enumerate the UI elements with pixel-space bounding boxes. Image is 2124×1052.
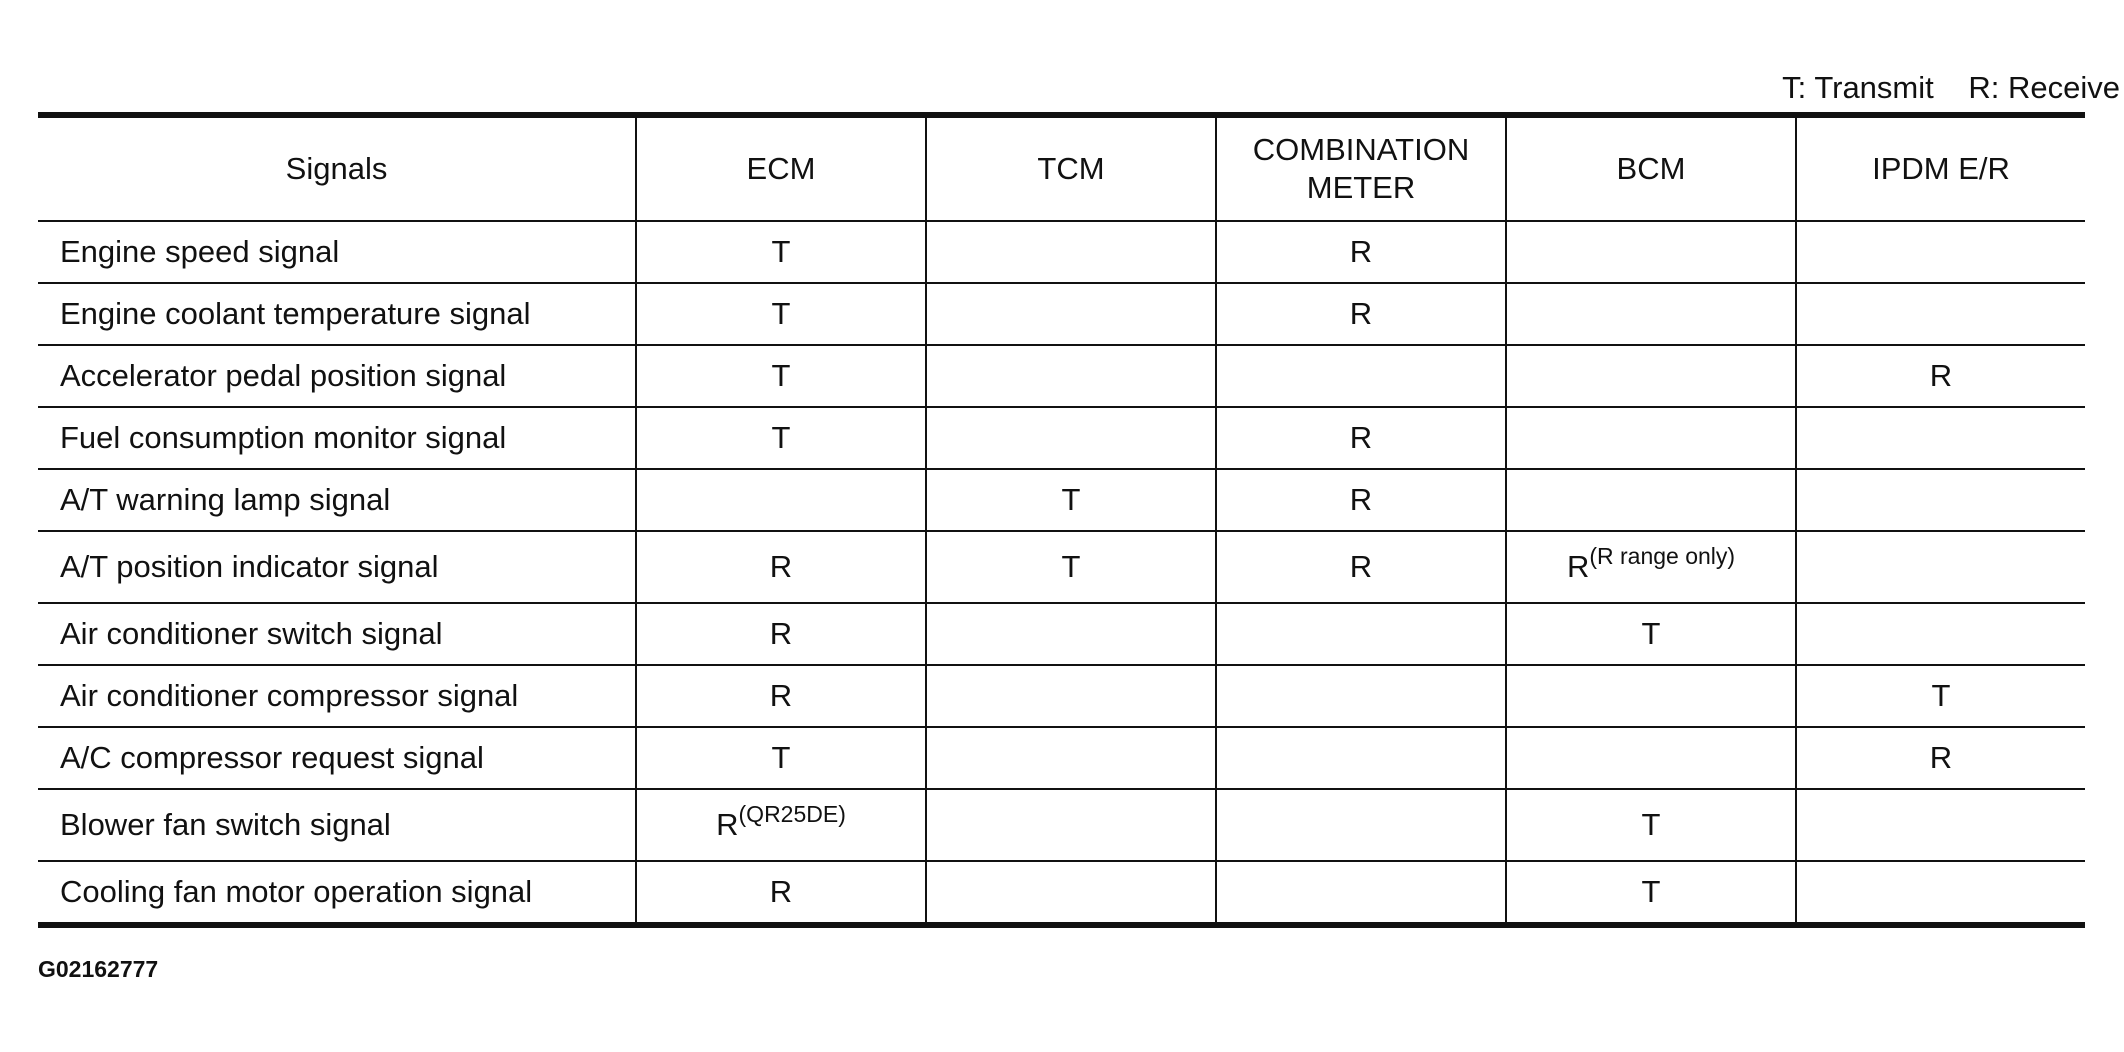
bcm-cell: [1506, 407, 1796, 469]
bcm-cell: [1506, 221, 1796, 283]
bcm-value: R: [1566, 549, 1590, 584]
header-ecm: ECM: [636, 115, 926, 221]
signal-name: Air conditioner compressor signal: [38, 665, 636, 727]
ecm-note: (QR25DE): [738, 801, 846, 827]
ipdm-er-cell: [1796, 531, 2085, 603]
combination-meter-cell: R: [1216, 469, 1506, 531]
ecm-value: R: [716, 807, 739, 842]
table-row: [38, 665, 2085, 727]
bcm-cell: [1506, 345, 1796, 407]
ipdm-er-cell: R: [1796, 345, 2085, 407]
ipdm-er-cell: [1796, 603, 2085, 665]
signal-table: [38, 112, 2085, 928]
combination-meter-cell: [1216, 665, 1506, 727]
signal-name: Engine speed signal: [60, 234, 340, 269]
tcm-cell: [926, 345, 1216, 407]
bcm-note: (R range only): [1589, 543, 1736, 569]
signal-name: Engine coolant temperature signal: [38, 283, 636, 345]
signal-name: Air conditioner switch signal: [38, 603, 636, 665]
signal-name: Accelerator pedal position signal: [38, 345, 636, 407]
combination-meter-cell: [1216, 345, 1506, 407]
ecm-cell: T: [636, 283, 926, 345]
table-row: [38, 531, 2085, 603]
header-row: [38, 115, 2085, 221]
table-row: [38, 603, 2085, 665]
tcm-cell: [926, 603, 1216, 665]
combination-meter-cell: [1216, 727, 1506, 789]
ipdm-er-cell: [1796, 221, 2085, 283]
combination-meter-cell: [1216, 789, 1506, 861]
bcm-cell: T: [1506, 603, 1796, 665]
table-header: [38, 115, 2085, 221]
table-row: [38, 861, 2085, 925]
bcm-cell: [1506, 469, 1796, 531]
ecm-cell: [636, 469, 926, 531]
header-tcm: TCM: [926, 115, 1216, 221]
signal-name: A/C compressor request signal: [38, 727, 636, 789]
combination-meter-cell: R: [1216, 407, 1506, 469]
ecm-cell: R: [636, 665, 926, 727]
signal-name: A/T position indicator signal: [38, 531, 636, 603]
table-row: [38, 469, 2085, 531]
tcm-cell: [926, 861, 1216, 925]
ipdm-er-cell: [1796, 407, 2085, 469]
ecm-cell: T: [636, 345, 926, 407]
ecm-cell: [636, 789, 926, 861]
bcm-cell: [1506, 727, 1796, 789]
tcm-cell: [926, 221, 1216, 283]
tcm-cell: [926, 789, 1216, 861]
combination-meter-cell: R: [1216, 531, 1506, 603]
ipdm-er-cell: [1796, 789, 2085, 861]
bcm-cell: T: [1506, 861, 1796, 925]
ecm-cell: T: [636, 221, 926, 283]
tcm-cell: [926, 407, 1216, 469]
header-ipdm-er: IPDM E/R: [1796, 115, 2085, 221]
bcm-cell: [1506, 283, 1796, 345]
header-combination-meter: COMBINATION METER: [1216, 115, 1506, 221]
table-body: [38, 221, 2085, 925]
table-row: [38, 221, 2085, 283]
ipdm-er-cell: T: [1796, 665, 2085, 727]
ipdm-er-cell: [1796, 283, 2085, 345]
table-row: [38, 407, 2085, 469]
combination-meter-cell: [1216, 603, 1506, 665]
bcm-cell: T: [1506, 789, 1796, 861]
signal-name: A/T warning lamp signal: [38, 469, 636, 531]
ipdm-er-cell: [1796, 861, 2085, 925]
legend-transmit: T: Transmit: [1782, 70, 1934, 105]
bcm-cell: [1506, 665, 1796, 727]
ecm-cell: T: [636, 407, 926, 469]
tcm-cell: T: [926, 469, 1216, 531]
bcm-cell: [1506, 531, 1796, 603]
ipdm-er-cell: [1796, 469, 2085, 531]
tcm-cell: [926, 665, 1216, 727]
signal-name: Fuel consumption monitor signal: [38, 407, 636, 469]
legend: [1782, 70, 2120, 106]
ecm-cell: R: [636, 603, 926, 665]
table-row: [38, 789, 2085, 861]
table-row: [38, 283, 2085, 345]
figure-id: G02162777: [38, 956, 159, 982]
table-row: [38, 345, 2085, 407]
ecm-cell: R: [636, 861, 926, 925]
signal-name: Cooling fan motor operation signal: [38, 861, 636, 925]
tcm-cell: [926, 283, 1216, 345]
combination-meter-cell: R: [1216, 221, 1506, 283]
legend-receive: R: Receive: [1968, 70, 2120, 105]
ecm-cell: T: [636, 727, 926, 789]
tcm-cell: T: [926, 531, 1216, 603]
combination-meter-cell: [1216, 861, 1506, 925]
combination-meter-cell: R: [1216, 283, 1506, 345]
table-row: [38, 727, 2085, 789]
signal-name: Blower fan switch signal: [38, 789, 636, 861]
ecm-cell: R: [636, 531, 926, 603]
header-bcm: BCM: [1506, 115, 1796, 221]
header-signals: Signals: [38, 115, 636, 221]
ipdm-er-cell: R: [1796, 727, 2085, 789]
tcm-cell: [926, 727, 1216, 789]
